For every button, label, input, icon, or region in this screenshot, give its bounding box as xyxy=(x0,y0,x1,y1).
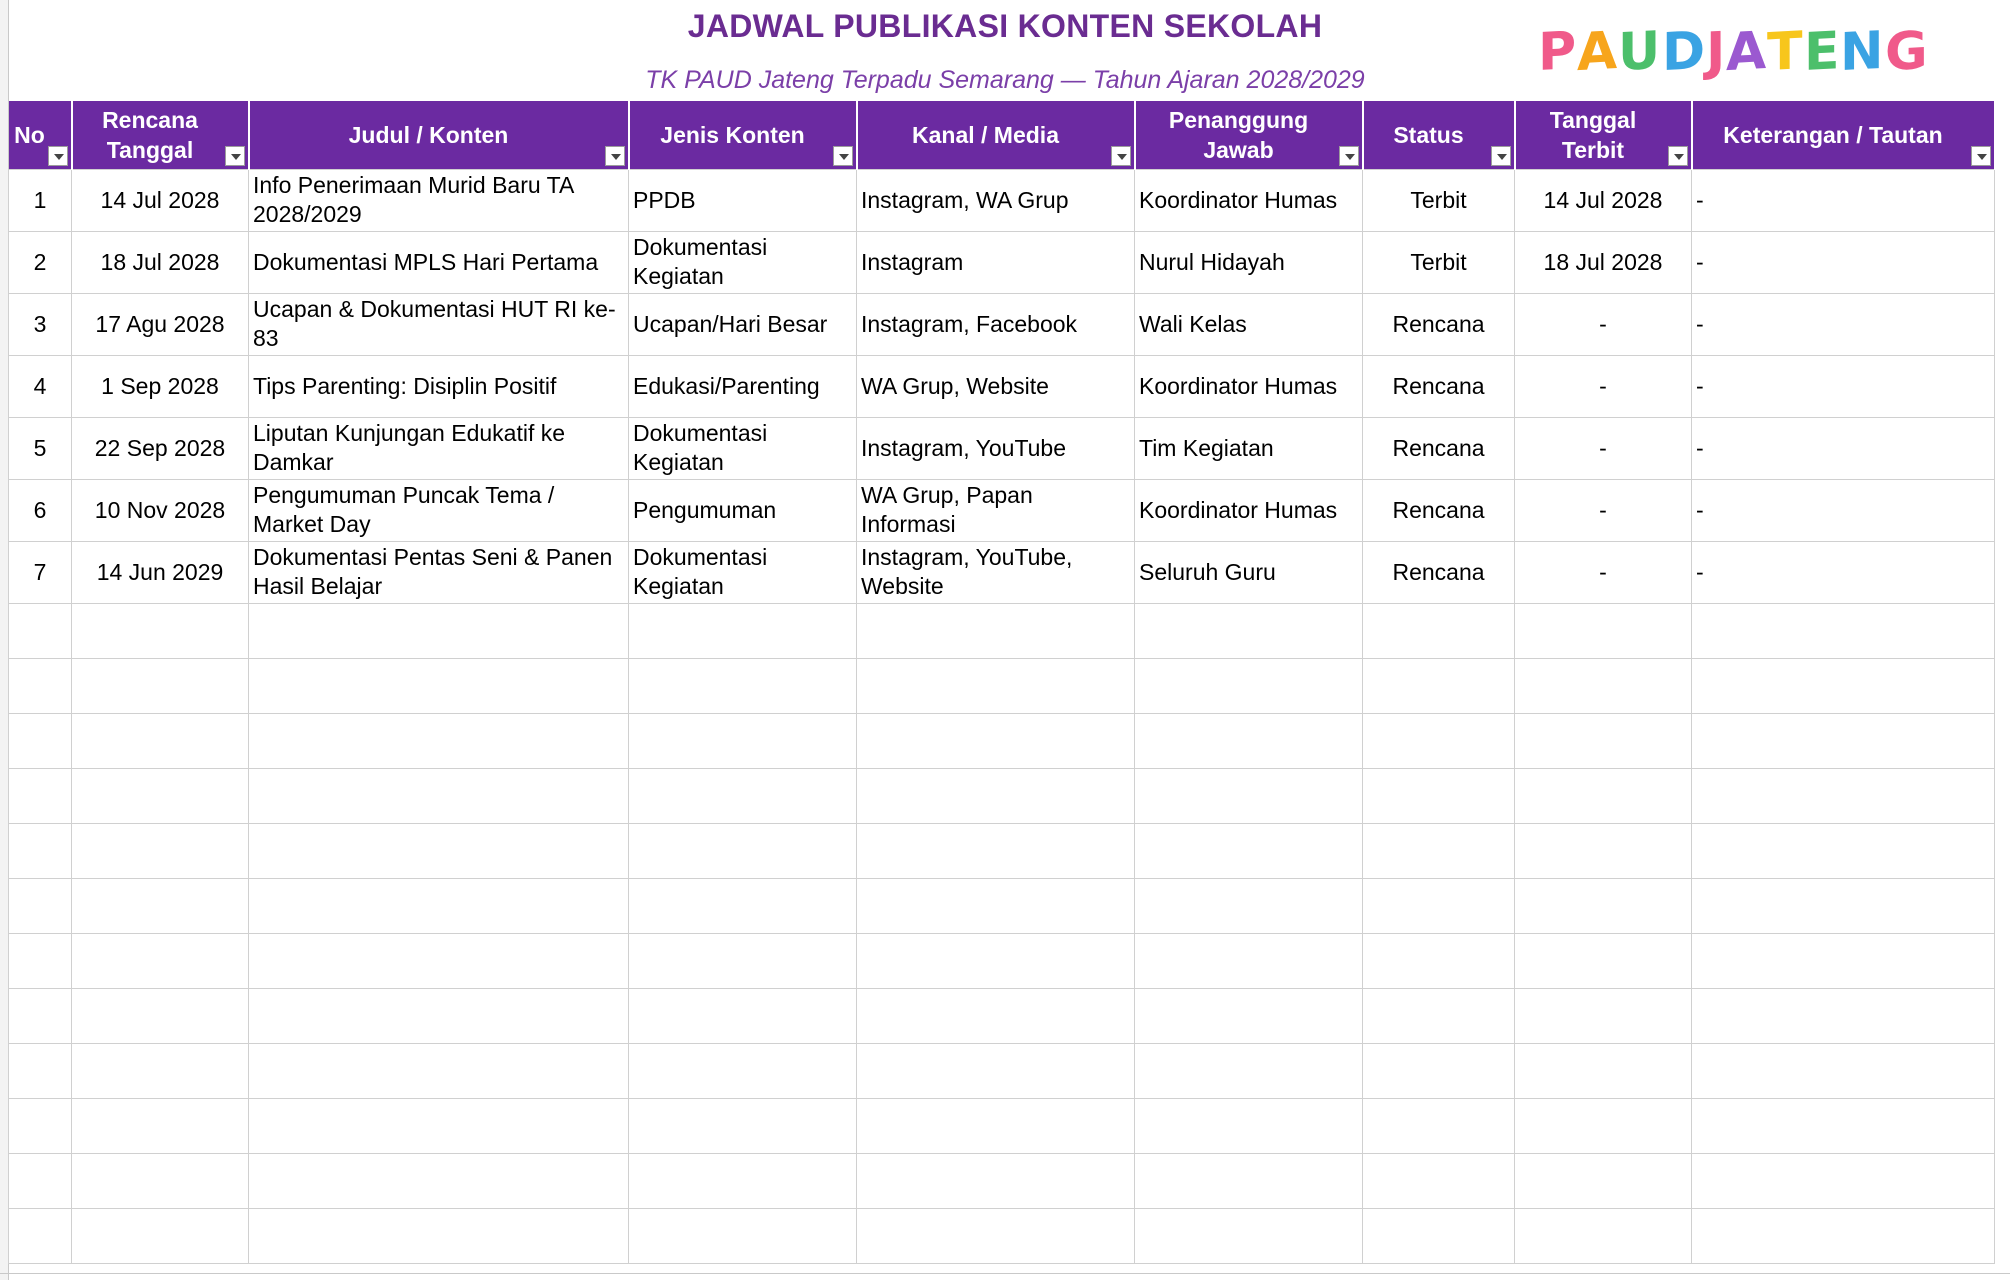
column-header-label: Tanggal Terbit xyxy=(1549,106,1637,163)
cell-judul-konten[interactable]: Liputan Kunjungan Edukatif ke Damkar xyxy=(249,417,629,479)
empty-cell[interactable] xyxy=(1692,823,1995,878)
empty-table-row xyxy=(9,713,1995,768)
cell-no[interactable]: 7 xyxy=(9,541,72,603)
empty-cell[interactable] xyxy=(1692,1208,1995,1263)
logo-letter: P xyxy=(1538,20,1578,84)
empty-cell[interactable] xyxy=(629,713,857,768)
cell-rencana-tanggal[interactable]: 14 Jul 2028 xyxy=(72,169,249,231)
content-schedule-table xyxy=(8,101,1996,1264)
empty-cell[interactable] xyxy=(1692,1098,1995,1153)
sheet-title[interactable]: JADWAL PUBLIKASI KONTEN SEKOLAH xyxy=(687,8,1323,44)
empty-cell[interactable] xyxy=(9,933,72,988)
cell-keterangan-tautan[interactable]: - xyxy=(1692,169,1995,231)
column-header-label: Penanggung Jawab xyxy=(1168,106,1309,163)
empty-cell[interactable] xyxy=(857,603,1135,658)
cell-tanggal-terbit[interactable]: - xyxy=(1515,355,1692,417)
column-header-label: Keterangan / Tautan xyxy=(1723,121,1943,148)
cell-keterangan-tautan[interactable]: - xyxy=(1692,479,1995,541)
empty-cell[interactable] xyxy=(857,658,1135,713)
cell-kanal-media[interactable]: Instagram, YouTube, Website xyxy=(857,541,1135,603)
filter-dropdown-icon[interactable] xyxy=(1339,146,1359,166)
column-header-no[interactable] xyxy=(9,101,72,169)
empty-cell[interactable] xyxy=(1135,713,1363,768)
empty-table-row xyxy=(9,768,1995,823)
cell-penanggung-jawab[interactable]: Koordinator Humas xyxy=(1135,169,1363,231)
empty-cell[interactable] xyxy=(9,1208,72,1263)
cell-rencana-tanggal[interactable]: 1 Sep 2028 xyxy=(72,355,249,417)
empty-cell[interactable] xyxy=(629,603,857,658)
empty-cell[interactable] xyxy=(857,1153,1135,1208)
empty-cell[interactable] xyxy=(1515,1208,1692,1263)
empty-cell[interactable] xyxy=(629,878,857,933)
cell-no[interactable]: 4 xyxy=(9,355,72,417)
empty-cell[interactable] xyxy=(249,988,629,1043)
empty-cell[interactable] xyxy=(9,713,72,768)
cell-penanggung-jawab[interactable]: Koordinator Humas xyxy=(1135,355,1363,417)
cell-no[interactable]: 5 xyxy=(9,417,72,479)
empty-cell[interactable] xyxy=(629,1153,857,1208)
empty-cell[interactable] xyxy=(1692,988,1995,1043)
cell-keterangan-tautan[interactable]: - xyxy=(1692,417,1995,479)
cell-no[interactable]: 3 xyxy=(9,293,72,355)
empty-cell[interactable] xyxy=(1515,768,1692,823)
empty-cell[interactable] xyxy=(249,713,629,768)
empty-cell[interactable] xyxy=(249,933,629,988)
empty-cell[interactable] xyxy=(72,768,249,823)
table-row xyxy=(9,231,1995,293)
empty-cell[interactable] xyxy=(1363,1043,1515,1098)
cell-judul-konten[interactable]: Dokumentasi MPLS Hari Pertama xyxy=(249,231,629,293)
empty-cell[interactable] xyxy=(1692,658,1995,713)
empty-cell[interactable] xyxy=(1135,1098,1363,1153)
empty-cell[interactable] xyxy=(857,768,1135,823)
empty-cell[interactable] xyxy=(72,603,249,658)
empty-table-row xyxy=(9,1043,1995,1098)
empty-cell[interactable] xyxy=(1135,933,1363,988)
empty-cell[interactable] xyxy=(857,1098,1135,1153)
empty-cell[interactable] xyxy=(1692,1043,1995,1098)
logo-letter: G xyxy=(1884,20,1929,84)
table-row xyxy=(9,169,1995,231)
empty-cell[interactable] xyxy=(1135,823,1363,878)
empty-table-row xyxy=(9,988,1995,1043)
cell-kanal-media[interactable]: Instagram xyxy=(857,231,1135,293)
empty-cell[interactable] xyxy=(1363,1098,1515,1153)
empty-cell[interactable] xyxy=(1515,1043,1692,1098)
column-header-label: Jenis Konten xyxy=(660,121,805,148)
table-row xyxy=(9,541,1995,603)
cell-keterangan-tautan[interactable]: - xyxy=(1692,293,1995,355)
cell-jenis-konten[interactable]: Pengumuman xyxy=(629,479,857,541)
empty-cell[interactable] xyxy=(1692,878,1995,933)
column-header-label: Rencana Tanggal xyxy=(102,106,198,163)
cell-status[interactable]: Terbit xyxy=(1363,231,1515,293)
column-header-status[interactable] xyxy=(1363,101,1515,169)
empty-cell[interactable] xyxy=(1692,603,1995,658)
cell-jenis-konten[interactable]: Dokumentasi Kegiatan xyxy=(629,417,857,479)
column-header-judul-konten[interactable] xyxy=(249,101,629,169)
empty-cell[interactable] xyxy=(249,1043,629,1098)
empty-cell[interactable] xyxy=(629,988,857,1043)
cell-rencana-tanggal[interactable]: 18 Jul 2028 xyxy=(72,231,249,293)
empty-cell[interactable] xyxy=(629,1043,857,1098)
empty-cell[interactable] xyxy=(1363,823,1515,878)
cell-keterangan-tautan[interactable]: - xyxy=(1692,355,1995,417)
sheet-bottom-border xyxy=(0,1273,2010,1274)
empty-cell[interactable] xyxy=(629,823,857,878)
cell-tanggal-terbit[interactable]: - xyxy=(1515,417,1692,479)
empty-cell[interactable] xyxy=(72,1043,249,1098)
cell-judul-konten[interactable]: Info Penerimaan Murid Baru TA 2028/2029 xyxy=(249,169,629,231)
empty-cell[interactable] xyxy=(1135,1208,1363,1263)
cell-kanal-media[interactable]: WA Grup, Website xyxy=(857,355,1135,417)
empty-cell[interactable] xyxy=(857,878,1135,933)
column-header-label: No xyxy=(14,121,45,148)
empty-cell[interactable] xyxy=(1363,1208,1515,1263)
empty-cell[interactable] xyxy=(72,1098,249,1153)
empty-cell[interactable] xyxy=(1363,768,1515,823)
empty-cell[interactable] xyxy=(1515,933,1692,988)
empty-cell[interactable] xyxy=(9,823,72,878)
empty-table-row xyxy=(9,1153,1995,1208)
empty-cell[interactable] xyxy=(1515,658,1692,713)
empty-cell[interactable] xyxy=(249,768,629,823)
sheet-subtitle[interactable]: TK PAUD Jateng Terpadu Semarang — Tahun Ajaran 2028/2029 xyxy=(645,66,1365,94)
cell-keterangan-tautan[interactable]: - xyxy=(1692,231,1995,293)
cell-kanal-media[interactable]: Instagram, YouTube xyxy=(857,417,1135,479)
filter-dropdown-icon[interactable] xyxy=(48,146,68,166)
empty-cell[interactable] xyxy=(857,713,1135,768)
empty-cell[interactable] xyxy=(249,603,629,658)
empty-cell[interactable] xyxy=(857,1208,1135,1263)
table-row xyxy=(9,293,1995,355)
filter-dropdown-icon[interactable] xyxy=(1491,146,1511,166)
cell-status[interactable]: Rencana xyxy=(1363,479,1515,541)
table-body xyxy=(9,169,1995,1263)
empty-cell[interactable] xyxy=(9,768,72,823)
cell-rencana-tanggal[interactable]: 17 Agu 2028 xyxy=(72,293,249,355)
cell-jenis-konten[interactable]: Ucapan/Hari Besar xyxy=(629,293,857,355)
cell-rencana-tanggal[interactable]: 22 Sep 2028 xyxy=(72,417,249,479)
empty-cell[interactable] xyxy=(1363,933,1515,988)
empty-table-row xyxy=(9,658,1995,713)
empty-table-row xyxy=(9,1208,1995,1263)
empty-cell[interactable] xyxy=(1135,768,1363,823)
empty-cell[interactable] xyxy=(1135,603,1363,658)
cell-kanal-media[interactable]: Instagram, Facebook xyxy=(857,293,1135,355)
cell-jenis-konten[interactable]: Dokumentasi Kegiatan xyxy=(629,231,857,293)
empty-table-row xyxy=(9,878,1995,933)
empty-cell[interactable] xyxy=(249,658,629,713)
cell-judul-konten[interactable]: Ucapan & Dokumentasi HUT RI ke-83 xyxy=(249,293,629,355)
filter-dropdown-icon[interactable] xyxy=(1971,146,1991,166)
logo-letter: N xyxy=(1840,20,1885,84)
empty-cell[interactable] xyxy=(9,658,72,713)
cell-status[interactable]: Rencana xyxy=(1363,293,1515,355)
empty-cell[interactable] xyxy=(1692,933,1995,988)
empty-cell[interactable] xyxy=(1363,603,1515,658)
cell-penanggung-jawab[interactable]: Koordinator Humas xyxy=(1135,479,1363,541)
empty-cell[interactable] xyxy=(1515,603,1692,658)
empty-table-row xyxy=(9,823,1995,878)
empty-cell[interactable] xyxy=(72,933,249,988)
cell-rencana-tanggal[interactable]: 10 Nov 2028 xyxy=(72,479,249,541)
cell-tanggal-terbit[interactable]: - xyxy=(1515,541,1692,603)
cell-no[interactable]: 6 xyxy=(9,479,72,541)
logo-letter: E xyxy=(1803,21,1841,83)
logo-letter: J xyxy=(1705,21,1727,83)
empty-cell[interactable] xyxy=(72,713,249,768)
column-header-label: Status xyxy=(1393,121,1464,148)
cell-rencana-tanggal[interactable]: 14 Jun 2029 xyxy=(72,541,249,603)
empty-cell[interactable] xyxy=(857,823,1135,878)
filter-dropdown-icon[interactable] xyxy=(833,146,853,166)
logo-letter: U xyxy=(1618,20,1662,84)
empty-cell[interactable] xyxy=(249,1208,629,1263)
empty-cell[interactable] xyxy=(1515,713,1692,768)
cell-judul-konten[interactable]: Tips Parenting: Disiplin Positif xyxy=(249,355,629,417)
empty-cell[interactable] xyxy=(1363,878,1515,933)
empty-cell[interactable] xyxy=(72,823,249,878)
empty-cell[interactable] xyxy=(1135,878,1363,933)
column-header-kanal-media[interactable] xyxy=(857,101,1135,169)
cell-status[interactable]: Rencana xyxy=(1363,417,1515,479)
filter-dropdown-icon[interactable] xyxy=(1111,146,1131,166)
empty-cell[interactable] xyxy=(72,658,249,713)
empty-cell[interactable] xyxy=(629,1098,857,1153)
empty-table-row xyxy=(9,1098,1995,1153)
empty-cell[interactable] xyxy=(1363,1153,1515,1208)
cell-penanggung-jawab[interactable]: Wali Kelas xyxy=(1135,293,1363,355)
empty-cell[interactable] xyxy=(249,1153,629,1208)
empty-cell[interactable] xyxy=(629,933,857,988)
empty-cell[interactable] xyxy=(1692,768,1995,823)
empty-cell[interactable] xyxy=(1692,1153,1995,1208)
empty-cell[interactable] xyxy=(857,1043,1135,1098)
empty-cell[interactable] xyxy=(9,878,72,933)
column-header-label: Judul / Konten xyxy=(348,121,509,148)
empty-cell[interactable] xyxy=(1135,1043,1363,1098)
cell-penanggung-jawab[interactable]: Nurul Hidayah xyxy=(1135,231,1363,293)
empty-cell[interactable] xyxy=(9,1098,72,1153)
cell-kanal-media[interactable]: WA Grup, Papan Informasi xyxy=(857,479,1135,541)
empty-cell[interactable] xyxy=(629,1208,857,1263)
empty-cell[interactable] xyxy=(1515,988,1692,1043)
cell-keterangan-tautan[interactable]: - xyxy=(1692,541,1995,603)
cell-tanggal-terbit[interactable]: 18 Jul 2028 xyxy=(1515,231,1692,293)
cell-jenis-konten[interactable]: Dokumentasi Kegiatan xyxy=(629,541,857,603)
cell-no[interactable]: 2 xyxy=(9,231,72,293)
empty-cell[interactable] xyxy=(1363,988,1515,1043)
cell-kanal-media[interactable]: Instagram, WA Grup xyxy=(857,169,1135,231)
empty-cell[interactable] xyxy=(72,1153,249,1208)
column-header-keterangan-tautan[interactable] xyxy=(1692,101,1995,169)
empty-cell[interactable] xyxy=(72,988,249,1043)
cell-tanggal-terbit[interactable]: - xyxy=(1515,293,1692,355)
empty-cell[interactable] xyxy=(9,1043,72,1098)
paudjateng-logo xyxy=(1538,22,1929,82)
cell-status[interactable]: Rencana xyxy=(1363,355,1515,417)
empty-cell[interactable] xyxy=(1363,713,1515,768)
empty-cell[interactable] xyxy=(1515,823,1692,878)
logo-letter: T xyxy=(1767,21,1804,83)
empty-cell[interactable] xyxy=(249,878,629,933)
cell-no[interactable]: 1 xyxy=(9,169,72,231)
empty-cell[interactable] xyxy=(629,768,857,823)
filter-dropdown-icon[interactable] xyxy=(605,146,625,166)
empty-cell[interactable] xyxy=(1515,1153,1692,1208)
filter-dropdown-icon[interactable] xyxy=(1668,146,1688,166)
empty-cell[interactable] xyxy=(9,988,72,1043)
logo-letter: A xyxy=(1726,20,1768,84)
empty-cell[interactable] xyxy=(1515,878,1692,933)
empty-cell[interactable] xyxy=(9,603,72,658)
logo-letter: A xyxy=(1577,20,1619,84)
empty-cell[interactable] xyxy=(1135,658,1363,713)
empty-cell[interactable] xyxy=(1692,713,1995,768)
cell-status[interactable]: Rencana xyxy=(1363,541,1515,603)
column-header-tanggal-terbit[interactable] xyxy=(1515,101,1692,169)
cell-tanggal-terbit[interactable]: - xyxy=(1515,479,1692,541)
cell-judul-konten[interactable]: Pengumuman Puncak Tema / Market Day xyxy=(249,479,629,541)
table-row xyxy=(9,355,1995,417)
logo-letter: D xyxy=(1661,20,1706,84)
cell-tanggal-terbit[interactable]: 14 Jul 2028 xyxy=(1515,169,1692,231)
empty-cell[interactable] xyxy=(1135,1153,1363,1208)
empty-cell[interactable] xyxy=(72,878,249,933)
cell-jenis-konten[interactable]: Edukasi/Parenting xyxy=(629,355,857,417)
column-header-label: Kanal / Media xyxy=(912,121,1059,148)
empty-table-row xyxy=(9,603,1995,658)
empty-cell[interactable] xyxy=(1515,1098,1692,1153)
empty-table-row xyxy=(9,933,1995,988)
cell-penanggung-jawab[interactable]: Seluruh Guru xyxy=(1135,541,1363,603)
table-row xyxy=(9,479,1995,541)
empty-cell[interactable] xyxy=(1135,988,1363,1043)
empty-cell[interactable] xyxy=(72,1208,249,1263)
empty-cell[interactable] xyxy=(249,1098,629,1153)
cell-status[interactable]: Terbit xyxy=(1363,169,1515,231)
empty-cell[interactable] xyxy=(629,658,857,713)
cell-jenis-konten[interactable]: PPDB xyxy=(629,169,857,231)
column-header-jenis-konten[interactable] xyxy=(629,101,857,169)
column-header-penanggung-jawab[interactable] xyxy=(1135,101,1363,169)
empty-cell[interactable] xyxy=(857,988,1135,1043)
cell-judul-konten[interactable]: Dokumentasi Pentas Seni & Panen Hasil Belajar xyxy=(249,541,629,603)
table-row xyxy=(9,417,1995,479)
empty-cell[interactable] xyxy=(9,1153,72,1208)
empty-cell[interactable] xyxy=(249,823,629,878)
column-header-rencana-tanggal[interactable] xyxy=(72,101,249,169)
empty-cell[interactable] xyxy=(857,933,1135,988)
table-header-row xyxy=(9,101,1995,169)
cell-penanggung-jawab[interactable]: Tim Kegiatan xyxy=(1135,417,1363,479)
filter-dropdown-icon[interactable] xyxy=(225,146,245,166)
empty-cell[interactable] xyxy=(1363,658,1515,713)
